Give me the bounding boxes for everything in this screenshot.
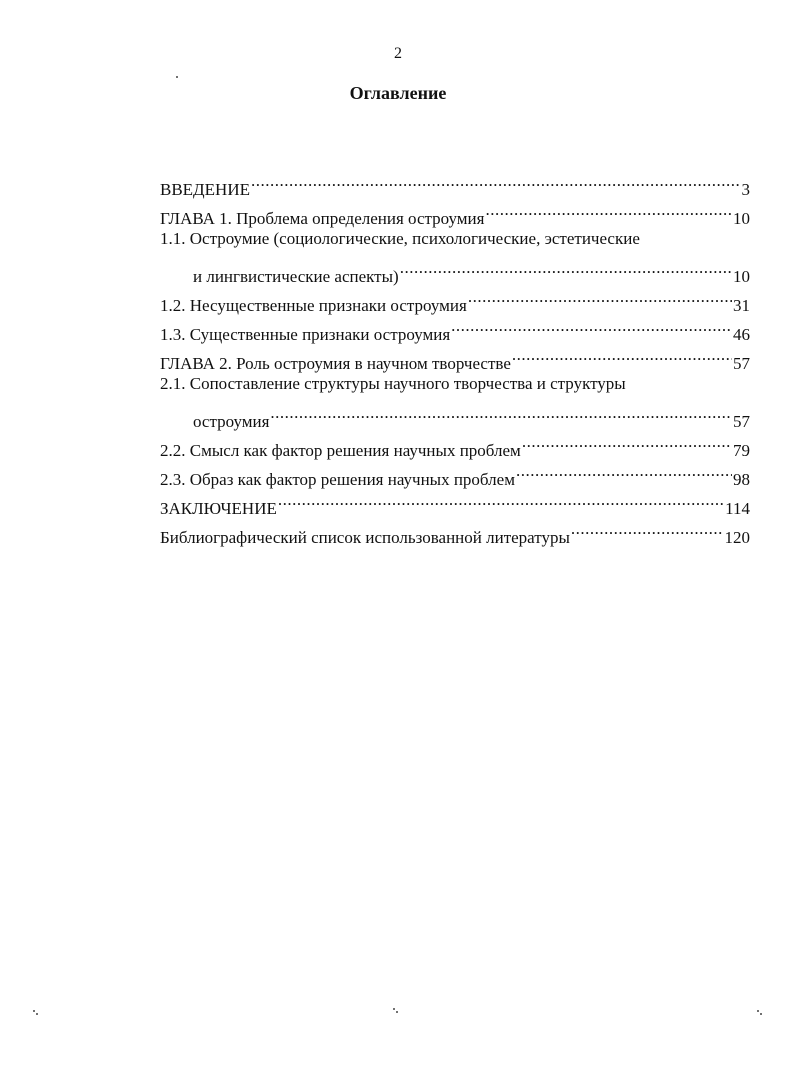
toc-entry-text: Библиографический список использованной литературы — [160, 528, 570, 547]
toc-entry-text: ЗАКЛЮЧЕНИЕ — [160, 499, 277, 518]
toc-entry-introduction[interactable] — [160, 166, 750, 199]
toc-entry-text: ГЛАВА 1. Проблема определения остроумия — [160, 209, 485, 228]
toc-leader-dots — [571, 514, 724, 543]
toc-leader-dots — [278, 485, 724, 514]
toc-entry-page: 46 — [733, 325, 750, 344]
toc-entry-page: 3 — [741, 180, 750, 199]
toc-entry-text: ГЛАВА 2. Роль остроумия в научном творчестве — [160, 354, 511, 373]
toc-leader-dots — [270, 398, 732, 427]
toc-entry-text: 1.1. Остроумие (социологические, психологические, эстетические — [160, 229, 640, 248]
toc-entry-2-1-line1[interactable] — [160, 369, 750, 398]
toc-entry-text: и лингвистические аспекты) — [193, 267, 399, 286]
scan-speck — [33, 1010, 35, 1012]
toc-entry-page: 114 — [725, 499, 750, 518]
toc-entry-page: 120 — [724, 528, 750, 547]
toc-leader-dots — [522, 427, 732, 456]
toc-leader-dots — [468, 282, 732, 311]
toc-leader-dots — [400, 253, 732, 282]
toc-entry-page: 98 — [733, 470, 750, 489]
toc-entry-1-1-line1[interactable] — [160, 224, 750, 253]
toc-entry-2-1[interactable] — [160, 398, 750, 431]
toc-entry-1-1[interactable] — [160, 253, 750, 286]
toc-leader-dots — [251, 166, 741, 195]
toc-leader-dots — [512, 340, 732, 369]
scan-speck — [760, 1013, 762, 1015]
page-number: 2 — [394, 45, 402, 62]
toc-entry-text: 2.1. Сопоставление структуры научного творчества и структуры — [160, 374, 626, 393]
toc-entry-text: 2.3. Образ как фактор решения научных проблем — [160, 470, 515, 489]
toc-leader-dots — [516, 456, 732, 485]
table-of-contents — [160, 166, 750, 547]
toc-entry-page: 10 — [733, 267, 750, 286]
toc-leader-dots — [485, 195, 732, 224]
toc-entry-text: 2.2. Смысл как фактор решения научных проблем — [160, 441, 521, 460]
toc-entry-text: 1.3. Существенные признаки остроумия — [160, 325, 451, 344]
scan-speck — [396, 1011, 398, 1013]
toc-entry-text: остроумия — [193, 412, 270, 431]
toc-entry-page: 79 — [733, 441, 750, 460]
toc-entry-page: 10 — [733, 209, 750, 228]
toc-entry-page: 57 — [733, 354, 750, 373]
toc-entry-page: 57 — [733, 412, 750, 431]
toc-entry-page: 31 — [733, 296, 750, 315]
scan-speck — [36, 1013, 38, 1015]
toc-entry-text: ВВЕДЕНИЕ — [160, 180, 250, 199]
toc-leader-dots — [451, 311, 732, 340]
scan-speck — [176, 76, 178, 78]
scan-speck — [393, 1008, 395, 1010]
toc-entry-text: 1.2. Несущественные признаки остроумия — [160, 296, 467, 315]
page-title: Оглавление — [349, 83, 447, 103]
scan-speck — [757, 1010, 759, 1012]
